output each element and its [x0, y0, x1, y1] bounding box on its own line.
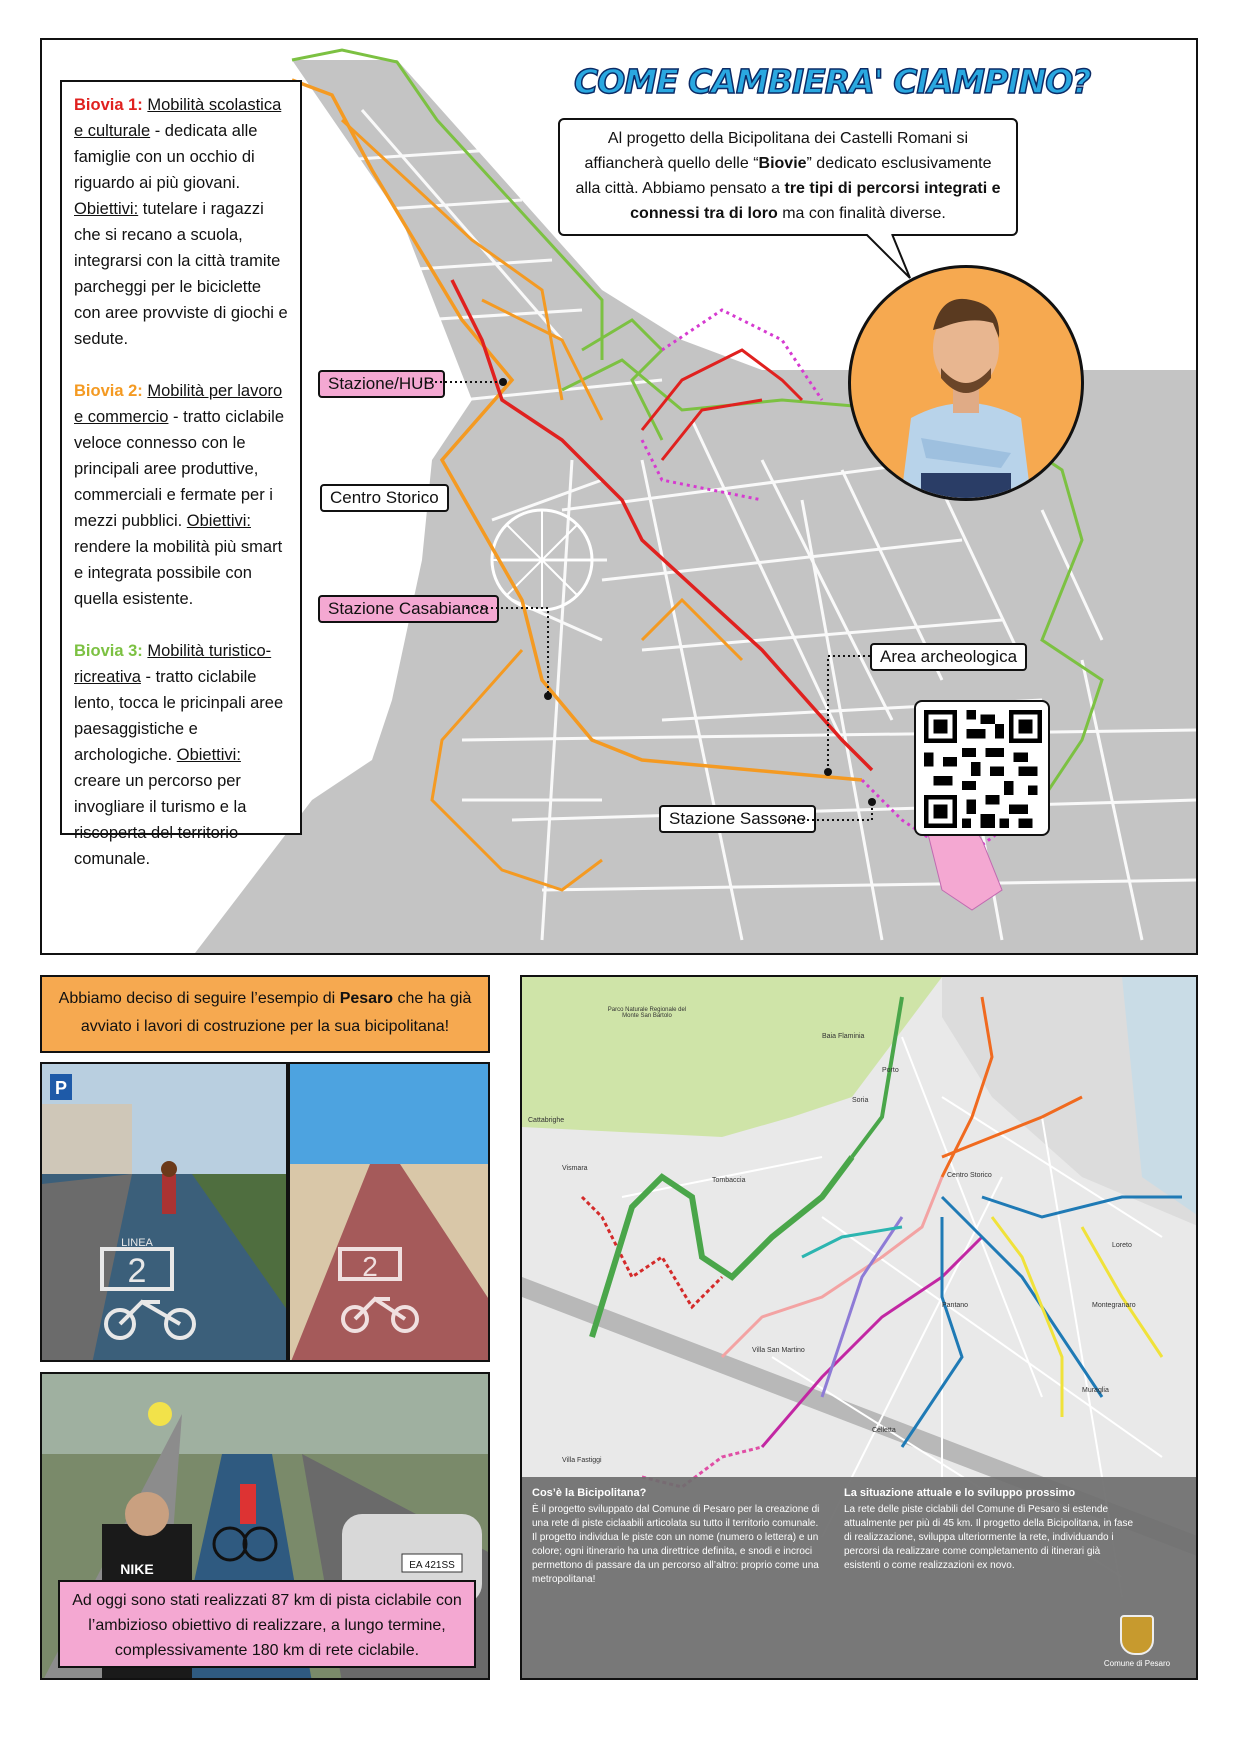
photo-line-label: LINEA: [121, 1237, 153, 1249]
place-label: Soria: [852, 1097, 869, 1104]
pesaro-map-panel: [520, 975, 1198, 1680]
pesaro-info-footer: [522, 1477, 1198, 1680]
comune-coat-of-arms-icon: [1120, 1615, 1154, 1655]
km-stats-box: Ad oggi sono stati realizzati 87 km di pista ciclabile con l’ambizioso obiettivo di realizzare, a lungo termine, complessivamente 180 km di rete ciclabile.: [58, 1580, 476, 1668]
place-label: Porto: [882, 1067, 899, 1074]
info-col-2: [844, 1487, 1134, 1573]
photo2-line-number: 2: [362, 1251, 378, 1282]
biovia-2-text: Biovia 2: Mobilità per lavoro e commercio - tratto ciclabile veloce connesso con le principali aree produttive, commerciali e fermate per i mezzi pubblici. Obiettivi: rendere la mobilità più smart e integrata possibile con quella esistente.: [74, 382, 284, 608]
place-label: Loreto: [1112, 1242, 1132, 1249]
label-centro-storico: Centro Storico: [320, 484, 449, 512]
label-stazione-sassone: Stazione Sassone: [659, 805, 816, 833]
speech-bubble: Al progetto della Bicipolitana dei Castelli Romani si affiancherà quello delle “Biovie” dedicato esclusivamente alla città. Abbiamo pensato a tre tipi di percorsi integrati e connessi tra di loro ma con finalità diverse.: [558, 118, 1018, 236]
place-label: Cattabrighe: [528, 1117, 565, 1124]
info-col-2-title: La situazione attuale e lo sviluppo prossimo: [844, 1487, 1076, 1499]
biovia-1-text: Biovia 1: Mobilità scolastica e culturale - dedicata alle famiglie con un occhio di riguardo ai più giovani. Obiettivi: tutelare i ragazzi che si recano a scuola, integrarsi con la città tramite parcheggi per le biciclette con aree provviste di giochi e sedute.: [74, 96, 288, 348]
photo-line-number: 2: [127, 1252, 147, 1290]
connector-sassone: [782, 798, 882, 828]
photo-parking-sign: P: [54, 1078, 68, 1098]
label-area-archeologica: Area archeologica: [870, 643, 1027, 671]
info-col-2-text: La rete delle piste ciclabili del Comune di Pesaro si estende attualmente per più di 45 km. Il progetto della Bicipolitana, in fase di realizzazione, sviluppa ulteriormente la rete, individuando i percorsi da realizzare come completamento di itinerari già esistenti o come realizzazioni ex novo.: [844, 1504, 1134, 1571]
place-label: Muraglia: [1082, 1387, 1109, 1394]
label-stazione-casabianca: Stazione Casabianca: [318, 595, 499, 623]
place-label: Vismara: [562, 1165, 588, 1172]
place-label: Celletta: [872, 1427, 896, 1434]
info-col-1-title: Cos’è la Bicipolitana?: [532, 1487, 647, 1499]
place-label: Tombaccia: [712, 1177, 746, 1184]
place-label: Baia Flaminia: [822, 1033, 865, 1040]
place-label: Centro Storico: [947, 1172, 992, 1179]
photo-shirt-logo: NIKE: [120, 1561, 154, 1577]
comune-label: Comune di Pesaro: [1103, 1659, 1171, 1668]
place-label: Villa Fastiggi: [562, 1457, 602, 1464]
info-col-1: [532, 1487, 822, 1587]
connector-hub: [420, 377, 510, 387]
place-label: Villa San Martino: [752, 1347, 805, 1354]
avatar: [848, 265, 1084, 501]
info-col-1-text: È il progetto sviluppato dal Comune di Pesaro per la creazione di una rete di piste ciclaabili articolata su tutto il territorio comunale. Il progetto individua le piste con un nome (numero o lettera) e un colore; ogni itinerario ha una direttrice definita, e snodi e incroci permettono di passare da un percorso all’altro: proprio come una metropolitana!: [532, 1504, 820, 1585]
photo-cyclists-street: [40, 1372, 490, 1680]
connector-casabianca: [466, 604, 556, 704]
photo-plate: EA 421SS: [409, 1560, 455, 1571]
park-label: Parco Naturale Regionale del Monte San Bartolo: [607, 1007, 687, 1019]
place-label: Pantano: [942, 1302, 969, 1309]
label-stazione-hub: Stazione/HUB: [318, 370, 445, 398]
pesaro-intro-box: Abbiamo deciso di seguire l’esempio di Pesaro che ha già avviato i lavori di costruzione per la sua bicipolitana!: [40, 975, 490, 1053]
top-map-panel: [40, 38, 1198, 955]
place-label: Montegranaro: [1092, 1302, 1136, 1309]
photo-bike-lane-blue: [40, 1062, 288, 1362]
qr-code[interactable]: [914, 700, 1050, 836]
connector-archeo: [824, 652, 874, 782]
biovie-description-box: [60, 80, 302, 868]
biovia-3-text: Biovia 3: Mobilità turistico-ricreativa - tratto ciclabile lento, tocca le pricinpali aree paesaggistiche e archologiche. Obiettivi: creare un percorso per invogliare il turismo e la riscoperta del territorio comunale.: [74, 642, 284, 868]
photo-bike-lane-red: [288, 1062, 490, 1362]
page-title: COME CAMBIERA' CIAMPINO?: [574, 62, 1091, 101]
